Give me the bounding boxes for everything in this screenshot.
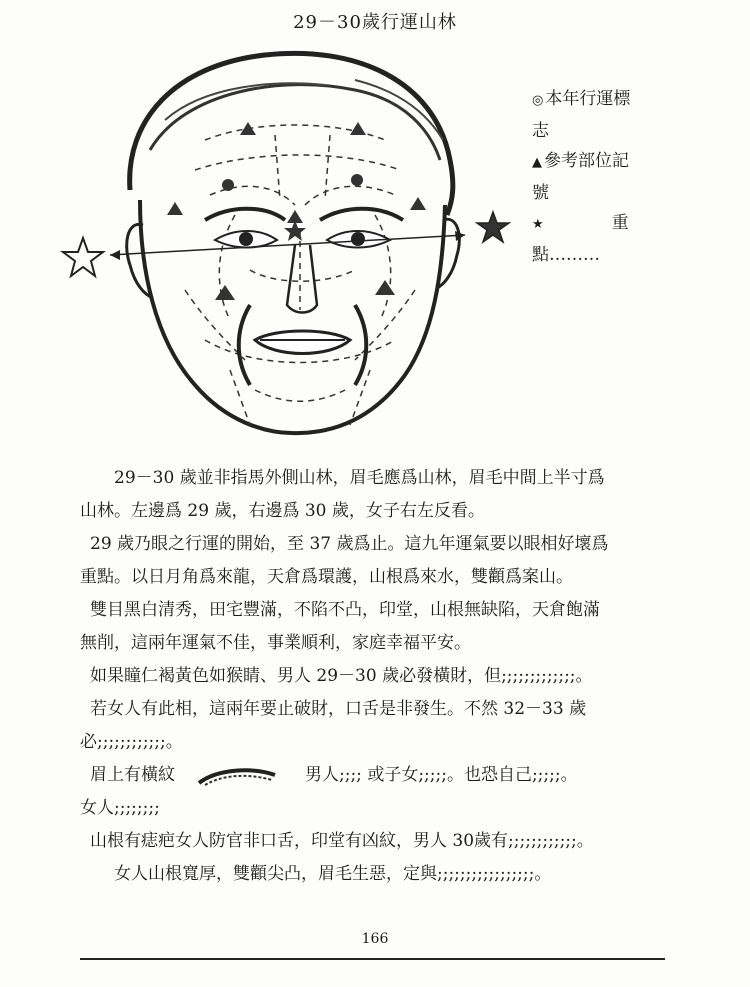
paragraph-line: 若女人有此相，這兩年要止破財，口舌是非發生。不然 32－33 歲 <box>90 699 587 719</box>
legend: ◎ 本年行運標 志 ▲ 參考部位記 號 ★ 重 點……… <box>532 84 652 270</box>
footer-divider <box>80 958 665 960</box>
star-icon: ★ <box>532 217 544 232</box>
paragraph-line: 山林。左邊爲 29 歲，右邊爲 30 歲，女子右左反看。 <box>80 501 485 521</box>
left-eyebrow <box>205 209 285 220</box>
legend-item-reference: ▲ 參考部位記 <box>532 151 629 171</box>
paragraph-line: 無削，這兩年運氣不佳，事業順利，家庭幸福平安。 <box>80 633 471 653</box>
right-eyebrow <box>320 209 403 220</box>
paragraph-line: 女人山根寬厚，雙顴尖凸，眉毛生惡，定與;;;;;;;;;;;;;;;;;。 <box>114 864 552 884</box>
paragraph-line: 雙目黑白清秀，田宅豐滿，不陷不凸，印堂，山根無缺陷，天倉飽滿 <box>90 600 600 620</box>
paragraph-line: 重點。以日月角爲來龍，天倉爲環護，山根爲來水，雙顴爲案山。 <box>80 567 573 587</box>
paragraph-line: 如果瞳仁褐黃色如猴睛、男人 29－30 歲必發橫財，但;;;;;;;;;;;;;。 <box>90 666 593 686</box>
legend-item-target: ◎ 本年行運標 <box>532 89 631 109</box>
nose <box>287 245 317 313</box>
body-text <box>80 462 670 891</box>
face-diagram <box>55 40 525 450</box>
star-icon <box>284 220 306 241</box>
paragraph-line: 女人;;;;;;;; <box>80 798 160 818</box>
star-icon <box>477 212 509 242</box>
paragraph-line: 眉上有橫紋 男人;;;; 或子女;;;;;。也恐自己;;;;;。 <box>90 765 578 785</box>
star-icon <box>63 238 103 276</box>
hair-outline <box>130 53 453 215</box>
page-number: 166 <box>361 931 389 947</box>
paragraph-line: 山根有痣疤女人防官非口舌，印堂有凶紋，男人 30歲有;;;;;;;;;;;;。 <box>90 831 594 851</box>
mouth <box>255 331 350 354</box>
wrinkle-icon <box>197 765 277 787</box>
left-eye <box>215 231 277 248</box>
triangle-icon: ▲ <box>532 155 542 170</box>
page-title: 29－30歲行運山林 <box>293 12 457 33</box>
paragraph-line: 必;;;;;;;;;;;;。 <box>80 732 183 752</box>
paragraph-line: 29－30 歲並非指馬外側山林，眉毛應爲山林，眉毛中間上半寸爲 <box>114 468 605 488</box>
circle-icon: ◎ <box>532 93 544 108</box>
paragraph-line: 29 歲乃眼之行運的開始，至 37 歲爲止。這九年運氣要以眼相好壞爲 <box>90 534 609 554</box>
legend-item-key-point: ★ 重 <box>532 213 629 233</box>
